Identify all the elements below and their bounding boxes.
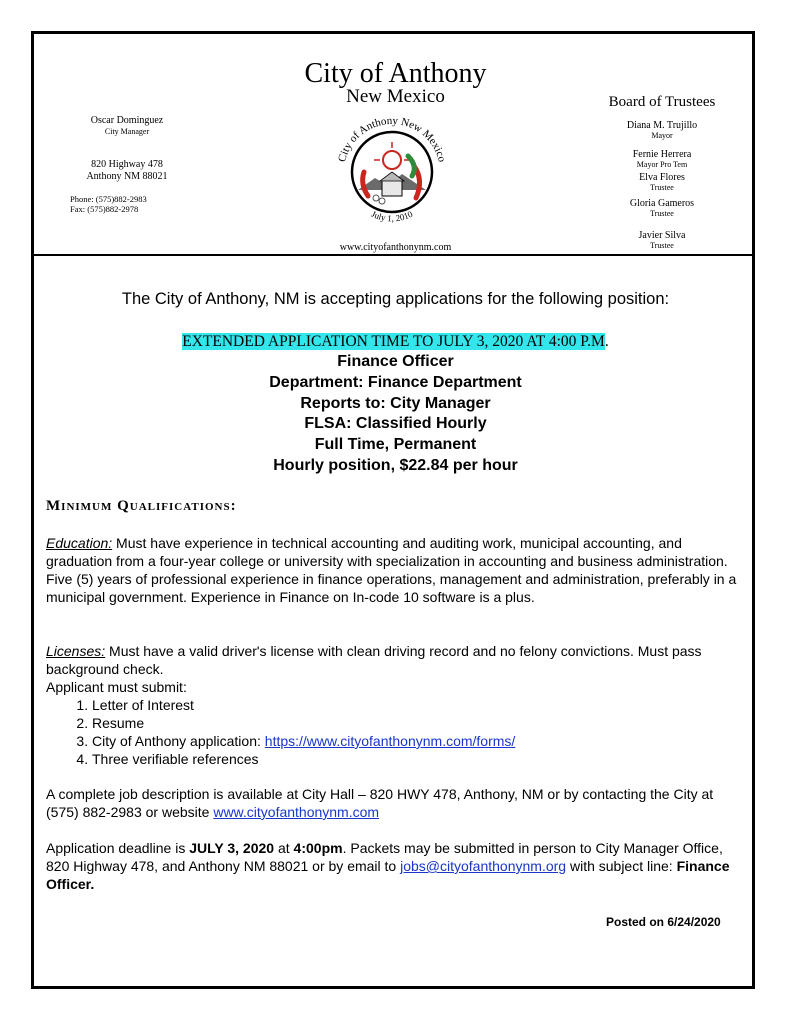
licenses-paragraph (46, 642, 746, 678)
application-link[interactable]: https://www.cityofanthonynm.com/forms/ (264, 733, 516, 749)
list-item: 4. Three verifiable references (92, 750, 746, 768)
position-title: Finance Officer (337, 353, 454, 370)
header-website: www.cityofanthonynm.com (339, 242, 452, 253)
submit-block (46, 678, 746, 768)
education-label: Education: (46, 535, 113, 551)
header-divider (34, 254, 752, 256)
min-qualifications-heading: Minimum Qualifications: (46, 498, 237, 514)
contact-paragraph: A complete job description is available at City Hall – 820 HWY 478, Anthony, NM or by contacting the City at (575) 882-2983 or website www.cityofanthonynm.com (46, 786, 714, 820)
list-item: 3. City of Anthony application: https://www.cityofanthonynm.com/forms/ (92, 732, 746, 750)
deadline-paragraph: Application deadline is JULY 3, 2020 at 4:00pm. Packets may be submitted in person to City Manager Office, 820 Highway 478, and Anthony NM 88021 or by email to jobs@cityofanthonynm.org with subject line: Finance Officer. (46, 840, 730, 892)
position-flsa: FLSA: Classified Hourly (304, 415, 487, 433)
city-seal-logo (330, 110, 454, 234)
position-pay: Hourly position, $22.84 per hour (273, 456, 518, 474)
trustee-4: Gloria Gameros Trustee (629, 198, 695, 218)
state-title: New Mexico (346, 86, 445, 107)
address-block (58, 159, 196, 183)
trustee-2: Fernie Herrera Mayor Pro Tem (632, 149, 692, 169)
subject-line: Finance Officer. (46, 858, 730, 892)
manager-title: City Manager (104, 127, 150, 136)
licenses-label: Licenses: (46, 643, 106, 659)
manager-block (58, 115, 196, 137)
website-link[interactable]: www.cityofanthonynm.com (213, 804, 380, 820)
extended-highlight: EXTENDED APPLICATION TIME TO JULY 3, 2020 AT 4:00 P.M (182, 333, 605, 350)
trustee-5: Javier Silva Trustee (638, 230, 686, 250)
trustee-1: Diana M. Trujillo Mayor (626, 120, 698, 140)
submit-list (46, 696, 746, 768)
seal-date-text: July 1, 2010 (369, 208, 415, 224)
phone-fax-block (70, 194, 147, 214)
list-item: 2. Resume (92, 714, 746, 732)
board-title: Board of Trustees (608, 94, 716, 110)
deadline-date: JULY 3, 2020 (189, 840, 275, 856)
position-reports-to: Reports to: City Manager (300, 394, 491, 412)
manager-name: Oscar Dominguez (90, 115, 164, 126)
email-link[interactable]: jobs@cityofanthonynm.org (400, 858, 567, 874)
education-text: Must have experience in technical accounting and auditing work, municipal accounting, and graduation from a four-year college or university with specialization in accounting and business administration. Five (5) years of professional experience in finance operations, management and administration, preferably in a municipal government. Experience in Finance on In-code 10 software is a plus. (46, 535, 737, 605)
seal-arc-text: City of Anthony New Mexico (336, 114, 448, 164)
address-line1: 820 Highway 478 (91, 159, 163, 170)
intro-text: The City of Anthony, NM is accepting applications for the following position: (121, 290, 670, 308)
posted-date: Posted on 6/24/2020 (606, 915, 721, 929)
trustee-3: Elva Flores Trustee (639, 172, 685, 192)
position-summary (0, 352, 791, 477)
address-line2: Anthony NM 88021 (86, 171, 168, 182)
licenses-text: Must have a valid driver's license with clean driving record and no felony convictions. Must pass background check. (46, 643, 702, 677)
position-type: Full Time, Permanent (314, 436, 477, 454)
education-paragraph (46, 534, 746, 606)
list-item: 1. Letter of Interest (92, 696, 746, 714)
position-department: Department: Finance Department (269, 373, 522, 391)
deadline-time: 4:00pm (293, 840, 343, 856)
submit-intro: Applicant must submit: (46, 679, 187, 695)
extended-notice: EXTENDED APPLICATION TIME TO JULY 3, 2020 AT 4:00 P.M. (182, 333, 609, 350)
phone-text: Phone: (575)882-2983 (70, 194, 147, 204)
city-title: City of Anthony (304, 58, 487, 89)
fax-text: Fax: (575)882-2978 (70, 204, 139, 214)
